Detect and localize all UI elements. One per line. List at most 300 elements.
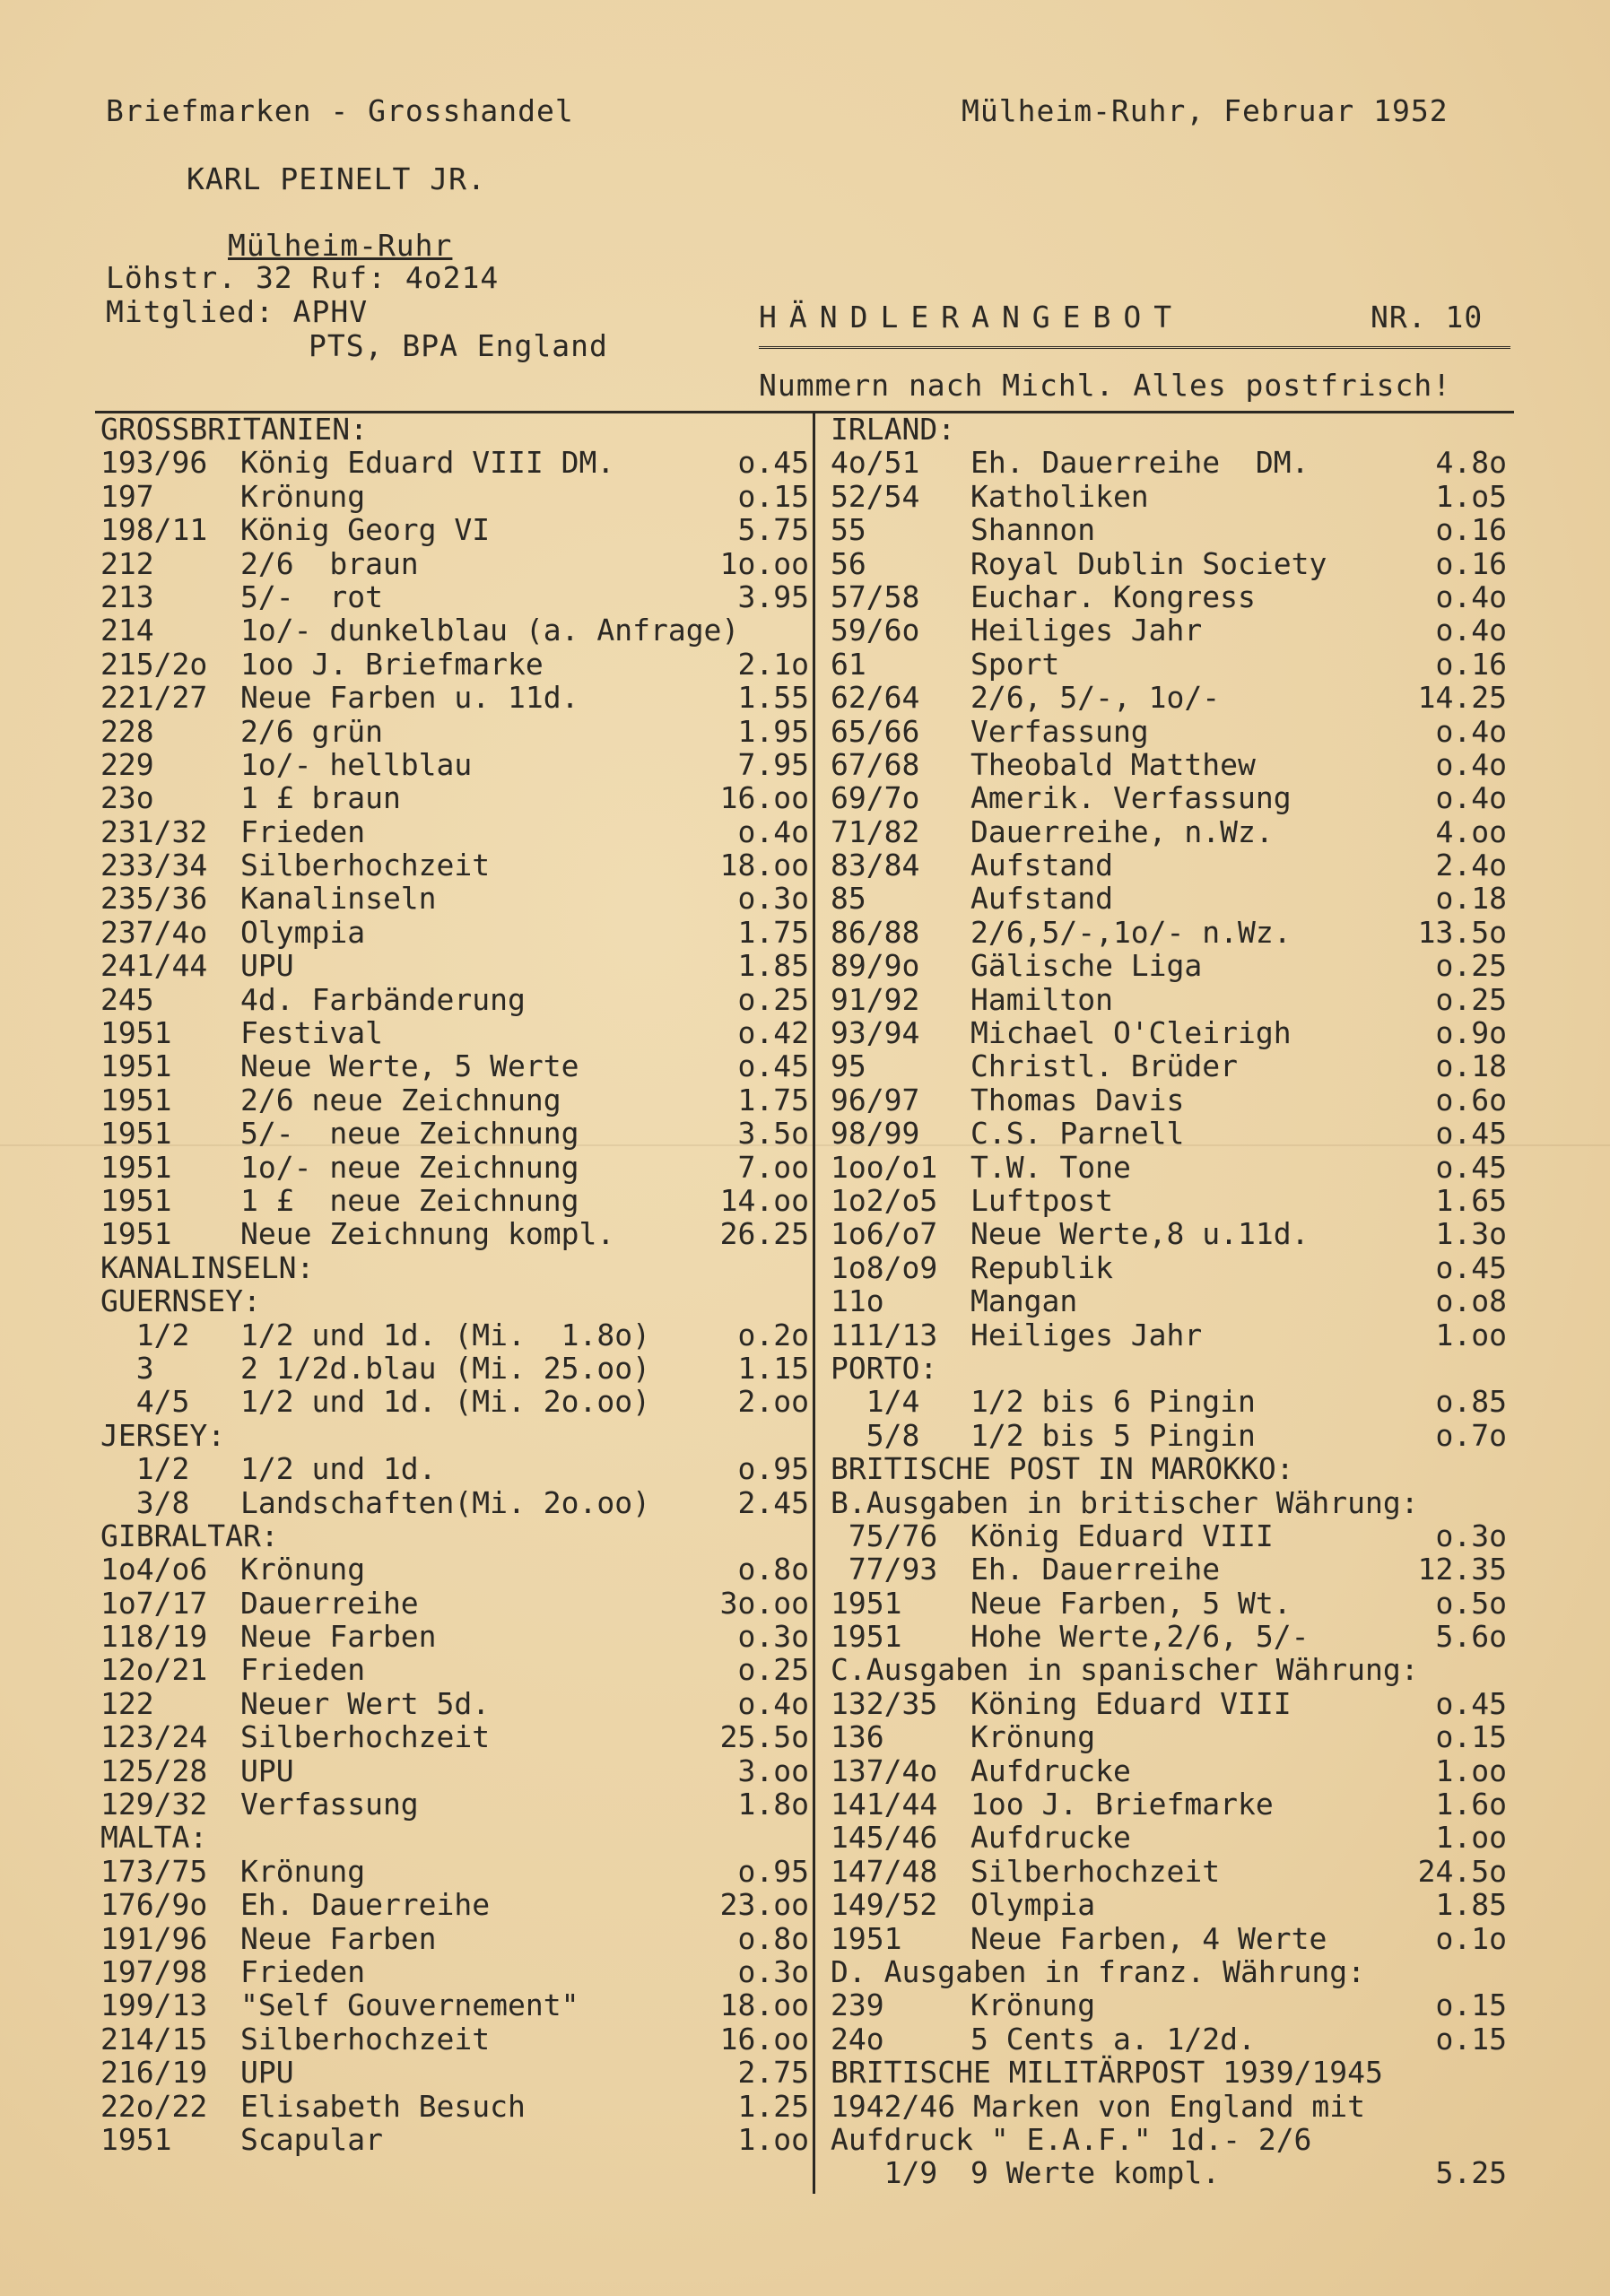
stamp-item-row <box>100 1016 809 1049</box>
stamp-item-row <box>100 1720 809 1753</box>
item-description: Silberhochzeit <box>240 2021 491 2057</box>
item-description: Krönung <box>970 1719 1096 1755</box>
catalog-number: 241/44 <box>100 948 208 984</box>
item-price: o.6o <box>1435 1082 1507 1118</box>
catalog-number: 1951 <box>100 1216 172 1252</box>
section-heading <box>831 1486 1507 1519</box>
catalog-number: 75/76 <box>831 1518 938 1553</box>
section-heading <box>100 1821 809 1854</box>
right-column <box>831 413 1507 2190</box>
item-price: 1o.oo <box>719 545 809 581</box>
column-divider <box>813 411 815 2194</box>
catalog-number: 173/75 <box>100 1853 208 1889</box>
stamp-item-row <box>831 916 1507 949</box>
item-description: Michael O'Cleirigh <box>970 1015 1292 1051</box>
stamp-item-row <box>100 1552 809 1586</box>
item-price: 1.oo <box>1435 1317 1507 1352</box>
stamp-item-row <box>831 1284 1507 1318</box>
catalog-number: 1951 <box>100 1149 172 1185</box>
section-heading <box>100 1284 809 1318</box>
item-description: Aufdrucke <box>970 1820 1131 1856</box>
text-line <box>831 2123 1507 2156</box>
catalog-number: 1o6/o7 <box>831 1216 938 1252</box>
item-description: Aufdrucke <box>970 1752 1131 1788</box>
catalog-number: 3/8 <box>100 1484 190 1520</box>
section-heading <box>831 1352 1507 1385</box>
catalog-number: 197 <box>100 478 154 514</box>
item-description: Neue Farben <box>240 1619 437 1655</box>
item-price: 16.oo <box>719 780 809 816</box>
item-description: C.S. Parnell <box>970 1116 1185 1152</box>
item-price: 4.oo <box>1435 813 1507 849</box>
catalog-number: 197/98 <box>100 1953 208 1989</box>
stamp-item-row <box>831 580 1507 613</box>
section-title: JERSEY: <box>100 1417 226 1453</box>
catalog-number: 1/4 <box>831 1384 920 1420</box>
stamp-item-row <box>100 1888 809 1921</box>
item-description: Krönung <box>240 1853 366 1889</box>
item-price: 3o.oo <box>719 1585 809 1621</box>
item-price: 2.4o <box>1435 848 1507 883</box>
catalog-number: 1/9 <box>831 2155 938 2191</box>
section-heading <box>831 1653 1507 1686</box>
item-description: 5/- rot <box>240 578 383 614</box>
item-description: Eh. Dauerreihe <box>970 1552 1221 1587</box>
catalog-number: 118/19 <box>100 1619 208 1655</box>
item-description: Heiliges Jahr <box>970 613 1203 648</box>
catalog-number: 95 <box>831 1048 866 1084</box>
catalog-number: 12o/21 <box>100 1652 208 1688</box>
catalog-number: 89/9o <box>831 948 920 984</box>
item-price: o.3o <box>737 1953 809 1989</box>
item-description: Landschaften(Mi. 2o.oo) <box>240 1484 650 1520</box>
item-description: UPU <box>240 2055 294 2091</box>
item-price: o.4o <box>1435 613 1507 648</box>
text-line-content: 1942/46 Marken von England mit <box>831 2088 1366 2124</box>
item-description: Dauerreihe, n.Wz. <box>970 813 1274 849</box>
stamp-item-row <box>100 2022 809 2056</box>
stamp-item-row <box>831 1922 1507 1955</box>
catalog-number: 141/44 <box>831 1787 938 1822</box>
item-price: o.45 <box>1435 1116 1507 1152</box>
item-price: 26.25 <box>719 1216 809 1252</box>
catalog-number: 136 <box>831 1719 884 1755</box>
business-type: Briefmarken - Grosshandel <box>106 93 574 128</box>
stamp-item-row <box>100 1184 809 1217</box>
stamp-item-row <box>831 1988 1507 2022</box>
catalog-number: 1951 <box>831 1920 902 1956</box>
stamp-item-row <box>831 1016 1507 1049</box>
stamp-item-row <box>831 1117 1507 1150</box>
stamp-item-row <box>831 613 1507 647</box>
stamp-item-row <box>100 748 809 781</box>
stamp-item-row <box>831 1217 1507 1250</box>
item-price: 1.15 <box>737 1350 809 1386</box>
catalog-number: 237/4o <box>100 914 208 950</box>
item-price: 1.oo <box>1435 1820 1507 1856</box>
catalog-number: 176/9o <box>100 1887 208 1923</box>
item-description: Verfassung <box>970 713 1149 749</box>
catalog-number: 111/13 <box>831 1317 938 1352</box>
item-price: 3.95 <box>737 578 809 614</box>
catalog-number: 137/4o <box>831 1752 938 1788</box>
section-title: C.Ausgaben in spanischer Währung: <box>831 1652 1419 1688</box>
item-price: o.42 <box>737 1015 809 1051</box>
item-description: Frieden <box>240 1953 366 1989</box>
item-price: o.45 <box>737 1048 809 1084</box>
stamp-item-row <box>100 1049 809 1083</box>
item-price: o.1o <box>1435 1920 1507 1956</box>
catalog-number: 1951 <box>100 2121 172 2157</box>
catalog-number: 1951 <box>100 1015 172 1051</box>
stamp-item-row <box>831 848 1507 882</box>
item-description: Olympia <box>970 1887 1096 1923</box>
item-description: "Self Gouvernement" <box>240 1987 579 2023</box>
item-price: 1.95 <box>737 713 809 749</box>
catalog-number: 228 <box>100 713 154 749</box>
catalog-number: 57/58 <box>831 578 920 614</box>
item-price: 1.25 <box>737 2088 809 2124</box>
section-title: KANALINSELN: <box>100 1249 315 1285</box>
stamp-item-row <box>100 2123 809 2156</box>
item-price: 1.75 <box>737 1082 809 1118</box>
item-description: Neue Farben <box>240 1920 437 1956</box>
item-description: Frieden <box>240 1652 366 1688</box>
item-description: Neue Farben, 5 Wt. <box>970 1585 1292 1621</box>
item-description: T.W. Tone <box>970 1149 1131 1185</box>
section-heading <box>100 1519 809 1552</box>
catalog-number: 65/66 <box>831 713 920 749</box>
item-price: 1.3o <box>1435 1216 1507 1252</box>
stamp-item-row <box>100 1922 809 1955</box>
stamp-item-row <box>831 1151 1507 1184</box>
item-price: o.25 <box>737 981 809 1017</box>
catalog-number: 147/48 <box>831 1853 938 1889</box>
stamp-item-row <box>831 1888 1507 1921</box>
item-price: 18.oo <box>719 848 809 883</box>
item-price: o.95 <box>737 1853 809 1889</box>
stamp-item-row <box>831 480 1507 513</box>
item-description: Silberhochzeit <box>970 1853 1221 1889</box>
catalog-number: 123/24 <box>100 1719 208 1755</box>
company-name: KARL PEINELT JR. <box>187 161 486 196</box>
item-description: Frieden <box>240 813 366 849</box>
catalog-number: 98/99 <box>831 1116 920 1152</box>
catalog-number: 1951 <box>100 1082 172 1118</box>
catalog-number: 216/19 <box>100 2055 208 2091</box>
item-description: 5/- neue Zeichnung <box>240 1116 579 1152</box>
stamp-item-row <box>100 1587 809 1620</box>
stamp-item-row <box>831 2156 1507 2189</box>
item-description: 1o/- hellblau <box>240 746 473 782</box>
stamp-item-row <box>100 715 809 748</box>
catalog-number: 3 <box>100 1350 154 1386</box>
catalog-number: 4/5 <box>100 1384 190 1420</box>
stamp-item-row <box>100 580 809 613</box>
item-price: 14.oo <box>719 1182 809 1218</box>
item-price: 18.oo <box>719 1987 809 2023</box>
stamp-item-row <box>100 1083 809 1117</box>
stamp-item-row <box>100 1787 809 1821</box>
item-description: Verfassung <box>240 1787 419 1822</box>
item-price: 1.85 <box>1435 1887 1507 1923</box>
item-description: Hohe Werte,2/6, 5/- <box>970 1619 1310 1655</box>
catalog-number: 231/32 <box>100 813 208 849</box>
item-price: 2.75 <box>737 2055 809 2091</box>
item-price: o.95 <box>737 1451 809 1487</box>
item-price: 24.5o <box>1417 1853 1507 1889</box>
catalog-number: 229 <box>100 746 154 782</box>
stamp-item-row <box>831 1787 1507 1821</box>
stamp-item-row <box>831 1620 1507 1653</box>
catalog-number: 212 <box>100 545 154 581</box>
stamp-item-row <box>100 1151 809 1184</box>
item-description: 1/2 bis 5 Pingin <box>970 1417 1256 1453</box>
address-line: Löhstr. 32 Ruf: 4o214 <box>106 260 500 295</box>
date-line: Mülheim-Ruhr, Februar 1952 <box>962 93 1449 128</box>
stamp-item-row <box>100 1318 809 1352</box>
stamp-item-row <box>100 1117 809 1150</box>
stamp-item-row <box>100 446 809 479</box>
item-description: Olympia <box>240 914 366 950</box>
item-price: 25.5o <box>719 1719 809 1755</box>
item-price: 1.75 <box>737 914 809 950</box>
item-description: Krönung <box>240 1552 366 1587</box>
catalog-number: 198/11 <box>100 512 208 548</box>
item-price: o.3o <box>1435 1518 1507 1553</box>
catalog-number: 93/94 <box>831 1015 920 1051</box>
item-price: o.4o <box>1435 780 1507 816</box>
stamp-item-row <box>100 848 809 882</box>
item-description: Köning Eduard VIII <box>970 1685 1292 1721</box>
stamp-item-row <box>100 1620 809 1653</box>
offer-number: NR. 10 <box>1371 300 1484 335</box>
item-description: Sport <box>970 646 1060 682</box>
catalog-number: 86/88 <box>831 914 920 950</box>
stamp-item-row <box>100 613 809 647</box>
stamp-item-row <box>100 1653 809 1686</box>
item-description: Aufstand <box>970 881 1113 917</box>
catalog-number: 85 <box>831 881 866 917</box>
item-price: 2.1o <box>737 646 809 682</box>
item-description: 2/6,5/-,1o/- n.Wz. <box>970 914 1292 950</box>
section-heading <box>831 1955 1507 1988</box>
item-description: 1/2 bis 6 Pingin <box>970 1384 1256 1420</box>
catalog-number: 1951 <box>831 1585 902 1621</box>
catalog-number: 233/34 <box>100 848 208 883</box>
item-description: Eh. Dauerreihe <box>240 1887 491 1923</box>
item-price: 23.oo <box>719 1887 809 1923</box>
stamp-item-row <box>831 1687 1507 1720</box>
catalog-number: 221/27 <box>100 680 208 716</box>
item-price: o.25 <box>737 1652 809 1688</box>
section-title: IRLAND: <box>831 412 956 447</box>
left-column <box>100 413 809 2156</box>
stamp-item-row <box>831 815 1507 848</box>
city: Mülheim-Ruhr <box>228 228 453 263</box>
item-description: Festival <box>240 1015 383 1051</box>
item-description: 1/2 und 1d. (Mi. 2o.oo) <box>240 1384 650 1420</box>
section-heading <box>100 1251 809 1284</box>
catalog-number: 61 <box>831 646 866 682</box>
stamp-item-row <box>100 815 809 848</box>
item-price: 1.6o <box>1435 1787 1507 1822</box>
item-price: o.5o <box>1435 1585 1507 1621</box>
item-price: 7.95 <box>737 746 809 782</box>
stamp-item-row <box>100 2090 809 2123</box>
item-description: Shannon <box>970 512 1096 548</box>
item-description: 1oo J. Briefmarke <box>240 646 544 682</box>
catalog-number: 149/52 <box>831 1887 938 1923</box>
item-description: Aufstand <box>970 848 1113 883</box>
item-price: 3.oo <box>737 1752 809 1788</box>
item-price: 5.25 <box>1435 2155 1507 2191</box>
item-price: o.45 <box>1435 1685 1507 1721</box>
catalog-number: 1/2 <box>100 1317 190 1352</box>
item-price: o.2o <box>737 1317 809 1352</box>
item-description: Thomas Davis <box>970 1082 1185 1118</box>
stamp-item-row <box>100 1217 809 1250</box>
item-price: o.7o <box>1435 1417 1507 1453</box>
item-description: Euchar. Kongress <box>970 578 1256 614</box>
stamp-item-row <box>831 1587 1507 1620</box>
item-price: o.3o <box>737 881 809 917</box>
stamp-item-row <box>831 1720 1507 1753</box>
catalog-number: 1o8/o9 <box>831 1249 938 1285</box>
item-description: Neuer Wert 5d. <box>240 1685 491 1721</box>
item-price: o.16 <box>1435 512 1507 548</box>
member-line-2: PTS, BPA England <box>309 328 608 363</box>
item-description: Scapular <box>240 2121 383 2157</box>
item-description: Hamilton <box>970 981 1113 1017</box>
item-description: Neue Farben u. 11d. <box>240 680 579 716</box>
item-description: König Eduard VIII DM. <box>240 445 615 481</box>
stamp-item-row <box>831 748 1507 781</box>
stamp-item-row <box>831 547 1507 580</box>
stamp-item-row <box>100 1754 809 1787</box>
item-description: Katholiken <box>970 478 1149 514</box>
catalog-number: 1o2/o5 <box>831 1182 938 1218</box>
catalog-number: 91/92 <box>831 981 920 1017</box>
item-description: Kanalinseln <box>240 881 437 917</box>
item-price: 1.8o <box>737 1787 809 1822</box>
item-price: 1.oo <box>1435 1752 1507 1788</box>
item-price: o.15 <box>1435 1719 1507 1755</box>
item-description: König Georg VI <box>240 512 491 548</box>
item-price: o.45 <box>1435 1249 1507 1285</box>
stamp-item-row <box>100 1385 809 1418</box>
stamp-item-row <box>100 547 809 580</box>
item-price: 3.5o <box>737 1116 809 1152</box>
item-price: o.45 <box>1435 1149 1507 1185</box>
item-price: 1.o5 <box>1435 478 1507 514</box>
catalog-number: 213 <box>100 578 154 614</box>
catalog-number: 77/93 <box>831 1552 938 1587</box>
section-title: PORTO: <box>831 1350 938 1386</box>
catalog-number: 24o <box>831 2021 884 2057</box>
item-price: 2.oo <box>737 1384 809 1420</box>
item-description: UPU <box>240 948 294 984</box>
catalog-number: 125/28 <box>100 1752 208 1788</box>
stamp-item-row <box>100 1352 809 1385</box>
item-price: 1.oo <box>737 2121 809 2157</box>
section-heading <box>100 413 809 446</box>
stamp-item-row <box>831 715 1507 748</box>
item-description: Gälische Liga <box>970 948 1203 984</box>
item-price: o.4o <box>1435 578 1507 614</box>
item-description: 2/6 braun <box>240 545 419 581</box>
stamp-item-row <box>831 1519 1507 1552</box>
catalog-number: 191/96 <box>100 1920 208 1956</box>
item-price: o.15 <box>737 478 809 514</box>
stamp-item-row <box>100 2056 809 2089</box>
stamp-item-row <box>831 1083 1507 1117</box>
item-description: Neue Farben, 4 Werte <box>970 1920 1327 1956</box>
item-description: Royal Dublin Society <box>970 545 1327 581</box>
stamp-item-row <box>831 1049 1507 1083</box>
item-price: o.18 <box>1435 1048 1507 1084</box>
item-price: o.45 <box>737 445 809 481</box>
item-description: Luftpost <box>970 1182 1113 1218</box>
section-heading <box>831 1452 1507 1485</box>
stamp-item-row <box>100 781 809 814</box>
text-line-content: Aufdruck " E.A.F." 1d.- 2/6 <box>831 2121 1312 2157</box>
item-price: 1.65 <box>1435 1182 1507 1218</box>
section-title: MALTA: <box>100 1820 208 1856</box>
stamp-item-row <box>100 916 809 949</box>
stamp-item-row <box>100 1486 809 1519</box>
catalog-number: 1951 <box>100 1182 172 1218</box>
catalog-number: 4o/51 <box>831 445 920 481</box>
item-description: 2 1/2d.blau (Mi. 25.oo) <box>240 1350 650 1386</box>
title-double-underline <box>759 346 1510 352</box>
catalog-number: 59/6o <box>831 613 920 648</box>
item-description: 1oo J. Briefmarke <box>970 1787 1274 1822</box>
item-price: 5.6o <box>1435 1619 1507 1655</box>
item-description: 4d. Farbänderung <box>240 981 526 1017</box>
item-price: 1.85 <box>737 948 809 984</box>
item-price: o.25 <box>1435 948 1507 984</box>
stamp-item-row <box>831 2022 1507 2056</box>
item-description: 1o/- neue Zeichnung <box>240 1149 579 1185</box>
item-description: Neue Zeichnung kompl. <box>240 1216 615 1252</box>
stamp-item-row <box>831 1419 1507 1452</box>
catalog-number: 145/46 <box>831 1820 938 1856</box>
text-line <box>831 2090 1507 2123</box>
stamp-item-row <box>831 1552 1507 1586</box>
item-description: Christl. Brüder <box>970 1048 1239 1084</box>
section-title: BRITISCHE POST IN MAROKKO: <box>831 1451 1294 1487</box>
item-price: o.15 <box>1435 2021 1507 2057</box>
item-price: 4.8o <box>1435 445 1507 481</box>
catalog-number: 235/36 <box>100 881 208 917</box>
item-description: Neue Werte,8 u.11d. <box>970 1216 1310 1252</box>
catalog-number: 1oo/o1 <box>831 1149 938 1185</box>
stamp-item-row <box>100 1687 809 1720</box>
catalog-number: 129/32 <box>100 1787 208 1822</box>
section-title: B.Ausgaben in britischer Währung: <box>831 1484 1419 1520</box>
offer-title: HÄNDLERANGEBOT <box>759 300 1185 335</box>
item-description: 1 £ braun <box>240 780 401 816</box>
item-description: 1/2 und 1d. (Mi. 1.8o) <box>240 1317 650 1352</box>
stamp-item-row <box>831 781 1507 814</box>
catalog-number: 199/13 <box>100 1987 208 2023</box>
catalog-number: 62/64 <box>831 680 920 716</box>
catalog-number: 132/35 <box>831 1685 938 1721</box>
catalog-number: 52/54 <box>831 478 920 514</box>
stamp-item-row <box>100 648 809 681</box>
item-price: o.4o <box>737 1685 809 1721</box>
